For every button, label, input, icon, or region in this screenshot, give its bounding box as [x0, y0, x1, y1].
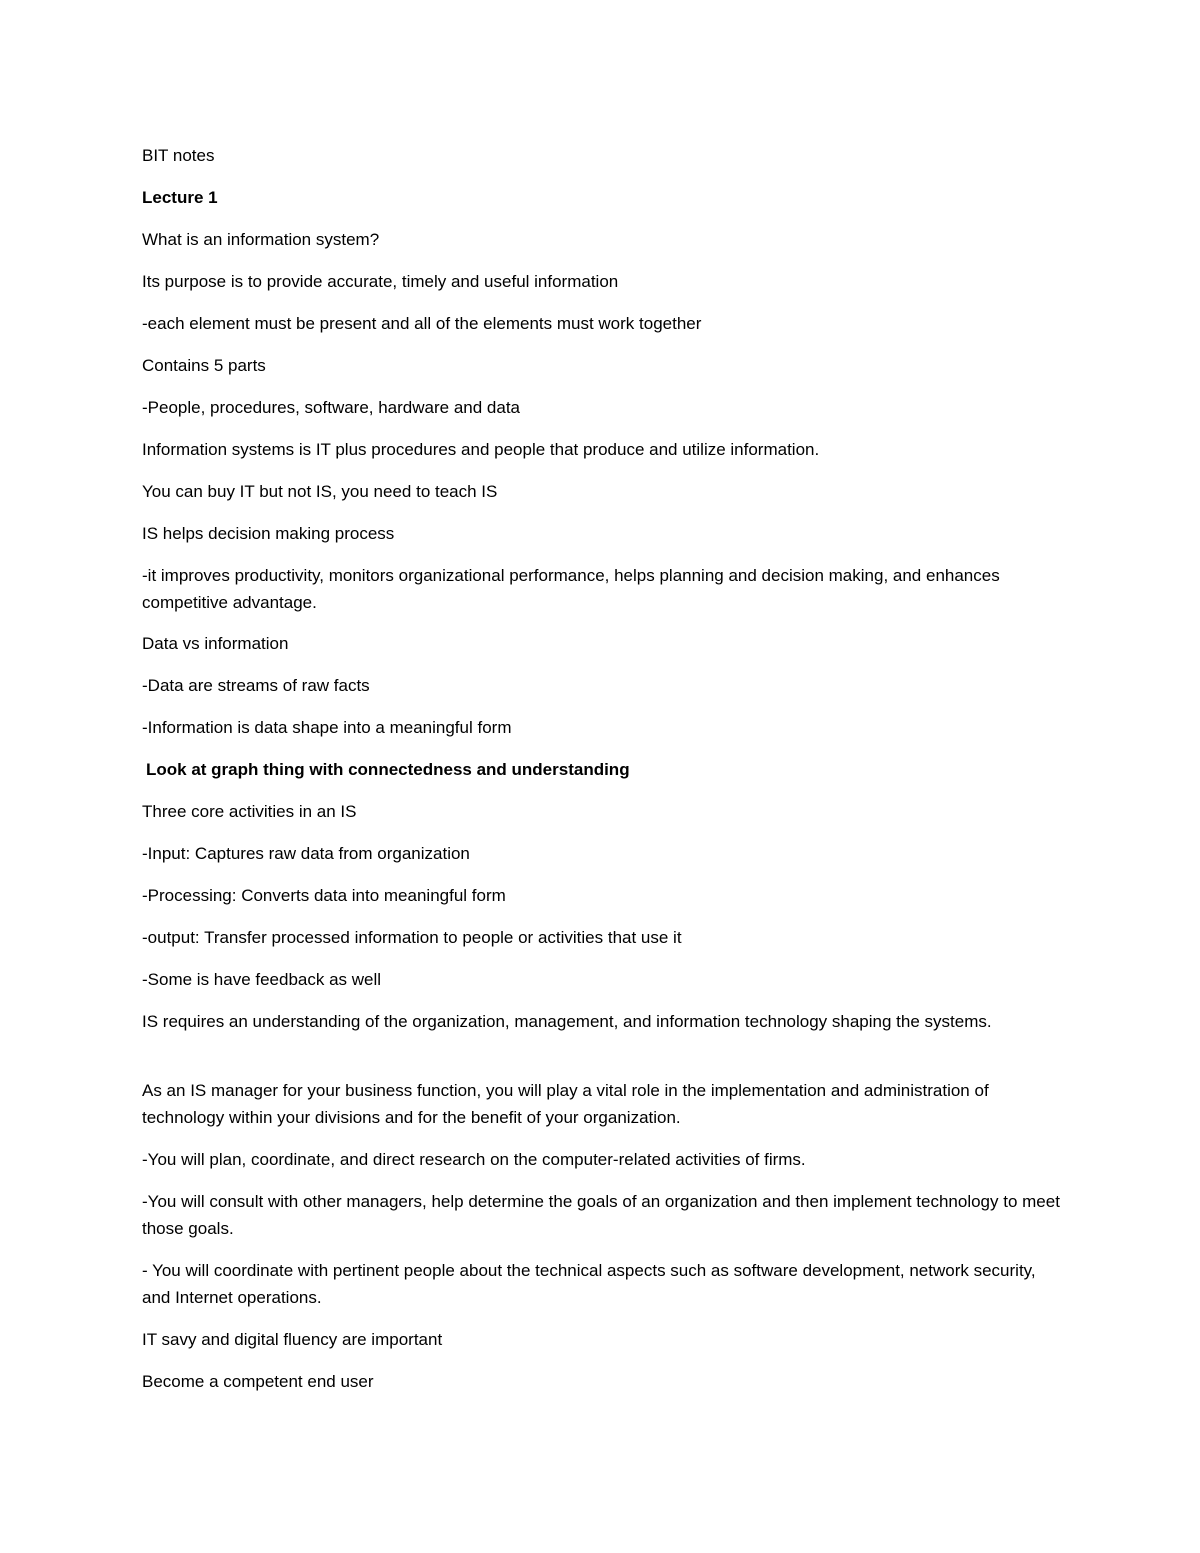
text-line: You can buy IT but not IS, you need to teach IS	[142, 482, 498, 501]
lecture-heading: Lecture 1	[142, 188, 218, 207]
text-line: Data vs information	[142, 634, 289, 653]
text-line: -Processing: Converts data into meaningful form	[142, 886, 506, 905]
text-line: IT savy and digital fluency are important	[142, 1330, 443, 1349]
text-line: -You will plan, coordinate, and direct research on the computer-related activities of firms.	[142, 1150, 806, 1169]
text-line: As an IS manager for your business function, you will play a vital role in the implementation and administration of technology within your divisions and for the benefit of your organization.	[142, 1081, 989, 1127]
text-line: - You will coordinate with pertinent people about the technical aspects such as software development, network security, and Internet operations.	[142, 1261, 1036, 1307]
bold-note: Look at graph thing with connectedness and understanding	[146, 760, 630, 779]
text-line: Three core activities in an IS	[142, 802, 357, 821]
text-line: -You will consult with other managers, help determine the goals of an organization and then implement technology to meet those goals.	[142, 1192, 1060, 1238]
text-line: What is an information system?	[142, 230, 380, 249]
text-line: IS requires an understanding of the organization, management, and information technology shaping the systems.	[142, 1012, 992, 1031]
text-line: -Input: Captures raw data from organization	[142, 844, 470, 863]
text-line: -Data are streams of raw facts	[142, 676, 370, 695]
text-line: -output: Transfer processed information to people or activities that use it	[142, 928, 682, 947]
document-title: BIT notes	[142, 146, 215, 165]
text-line: Contains 5 parts	[142, 356, 266, 375]
text-line: -it improves productivity, monitors organizational performance, helps planning and decision making, and enhances competitive advantage.	[142, 566, 1000, 612]
text-line: -Information is data shape into a meaningful form	[142, 718, 512, 737]
text-line: Become a competent end user	[142, 1372, 374, 1391]
text-line: IS helps decision making process	[142, 524, 395, 543]
text-line: -Some is have feedback as well	[142, 970, 382, 989]
text-line: Information systems is IT plus procedures and people that produce and utilize information.	[142, 440, 820, 459]
text-line: -People, procedures, software, hardware and data	[142, 398, 521, 417]
text-line: Its purpose is to provide accurate, timely and useful information	[142, 272, 619, 291]
text-line: -each element must be present and all of the elements must work together	[142, 314, 702, 333]
